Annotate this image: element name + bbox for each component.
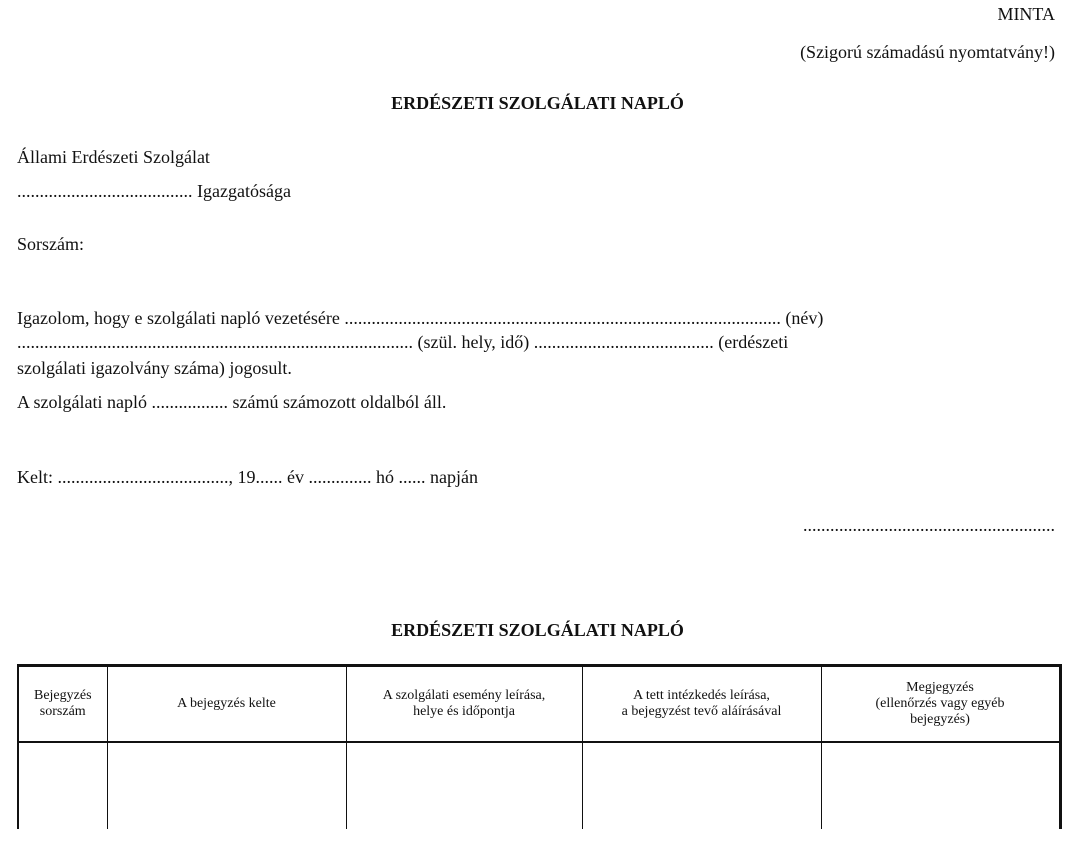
entry-number-cell[interactable] (18, 742, 107, 829)
table-row (18, 742, 1060, 829)
column-header-line: A tett intézkedés leírása, (633, 688, 770, 703)
remarks-cell[interactable] (821, 742, 1060, 829)
column-header-line: (ellenőrzés vagy egyéb (875, 696, 1005, 711)
action-taken-cell[interactable] (582, 742, 821, 829)
certificate-line-name: Igazolom, hogy e szolgálati napló vezetésére ................................................................................................. (név) (17, 308, 824, 328)
column-header-line: A bejegyzés kelte (177, 696, 276, 711)
column-header-line: a bejegyzést tevő aláírásával (621, 704, 782, 719)
document-title: ERDÉSZETI SZOLGÁLATI NAPLÓ (391, 93, 684, 113)
date-line: Kelt: ......................................, 19...... év .............. hó ...... napján (17, 467, 478, 487)
sample-label: MINTA (997, 4, 1055, 24)
certificate-line-id: szolgálati igazolvány száma) jogosult. (17, 358, 292, 378)
certificate-line-pages: A szolgálati napló ................. számú számozott oldalból áll. (17, 392, 447, 412)
directorate-field: ....................................... Igazgatósága (17, 181, 291, 201)
column-header-line: bejegyzés) (910, 712, 970, 727)
signature-line: ........................................................ (803, 515, 1055, 535)
column-header-entry-number (18, 666, 107, 743)
column-header-action-taken (582, 666, 821, 743)
column-header-line: A szolgálati esemény leírása, (382, 688, 546, 703)
column-header-line: helye és időpontja (413, 704, 515, 719)
organization-name: Állami Erdészeti Szolgálat (17, 147, 210, 167)
column-header-line: Bejegyzés (33, 688, 92, 703)
column-header-remarks (821, 666, 1060, 743)
log-table (17, 664, 1062, 829)
log-header-row (18, 666, 1060, 743)
event-description-cell[interactable] (346, 742, 582, 829)
serial-number-label: Sorszám: (17, 234, 84, 254)
column-header-line: sorszám (39, 704, 86, 719)
certificate-line-birth: ........................................................................................ (szül. hely, idő) ........................................ (erdészeti (17, 332, 789, 352)
entry-date-cell[interactable] (107, 742, 346, 829)
column-header-event-description (346, 666, 582, 743)
strict-accounting-note: (Szigorú számadású nyomtatvány!) (800, 42, 1055, 62)
column-header-line: Megjegyzés (906, 680, 974, 695)
log-title: ERDÉSZETI SZOLGÁLATI NAPLÓ (391, 620, 684, 640)
column-header-entry-date (107, 666, 346, 743)
